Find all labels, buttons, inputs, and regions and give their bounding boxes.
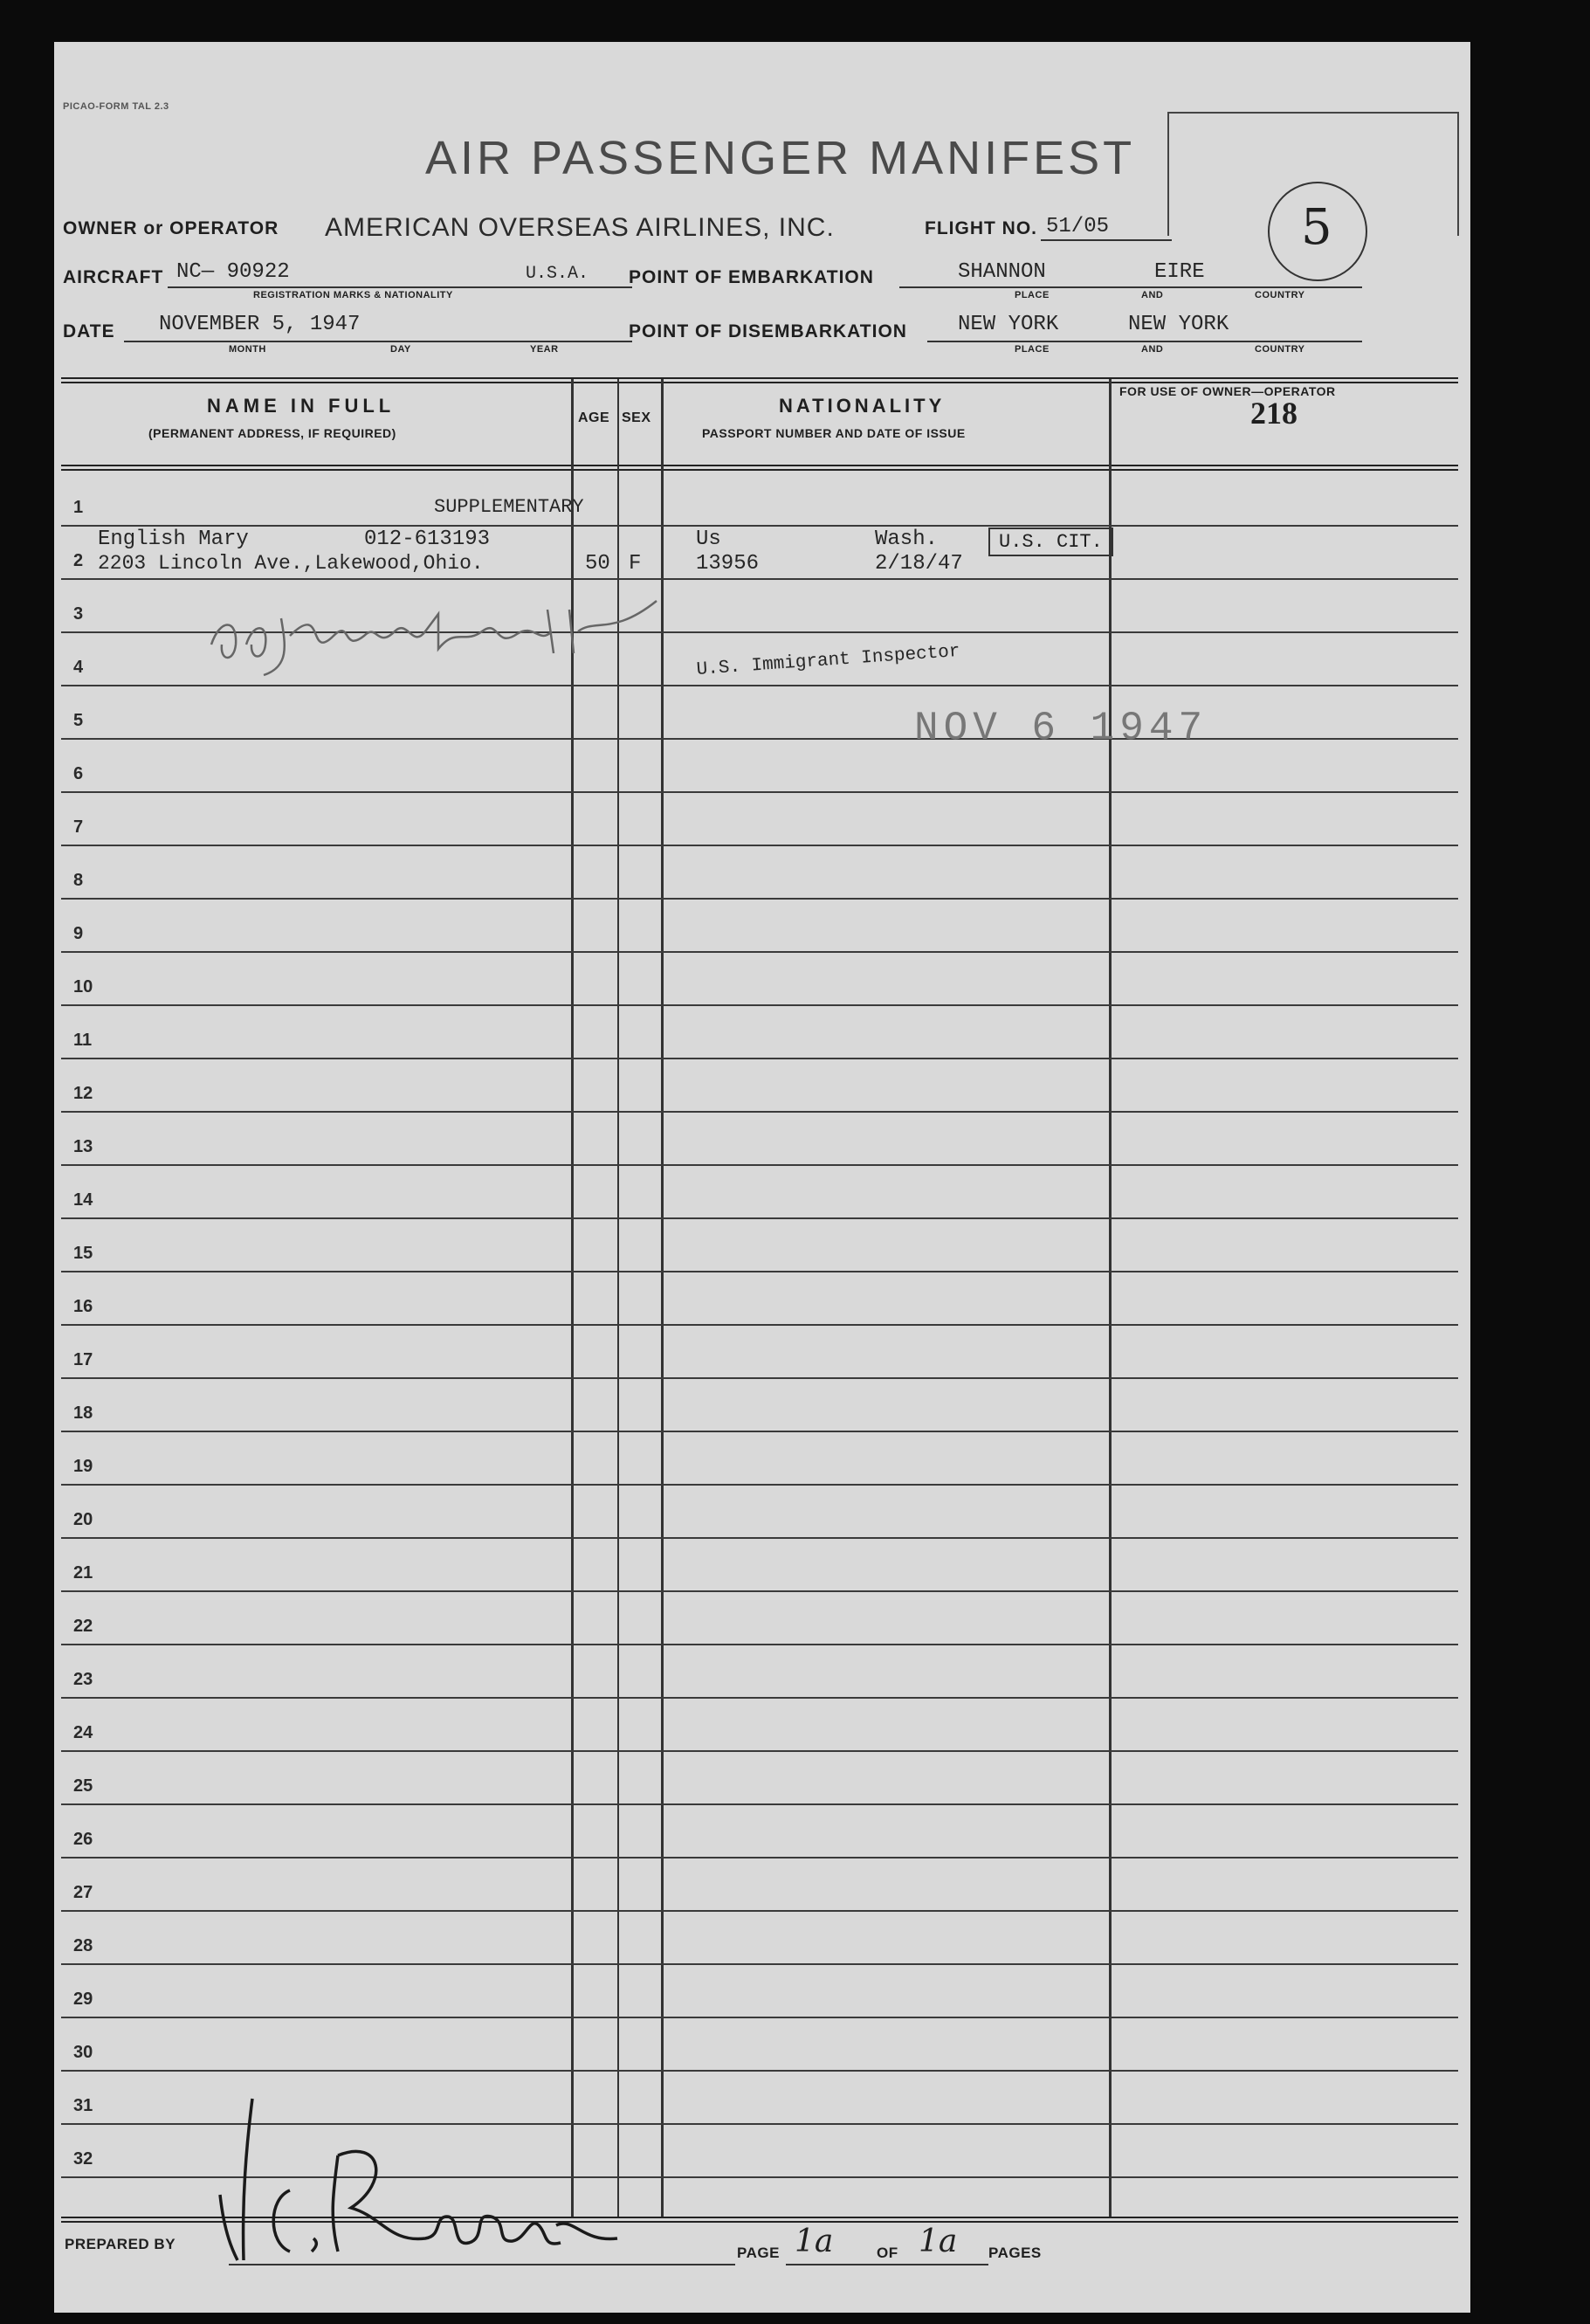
row-number: 7 — [73, 817, 84, 837]
row-rule — [61, 1857, 1458, 1859]
embarkation-label: POINT OF EMBARKATION — [629, 267, 874, 287]
circled-number: 5 — [1268, 182, 1367, 281]
row-number: 5 — [73, 711, 84, 730]
row-number: 29 — [73, 1990, 93, 2009]
disembarkation-place: NEW YORK — [958, 313, 1059, 336]
row-rule — [61, 1484, 1458, 1486]
date-value: NOVEMBER 5, 1947 — [159, 313, 361, 336]
row-rule — [61, 1590, 1458, 1592]
flight-value: 51/05 — [1046, 215, 1110, 238]
aircraft-caption: REGISTRATION MARKS & NATIONALITY — [253, 290, 453, 300]
row-rule — [61, 578, 1458, 580]
row-rule — [61, 1750, 1458, 1752]
date-label: DATE — [63, 321, 115, 341]
row-number: 12 — [73, 1084, 93, 1103]
and-caption-2: AND — [1141, 344, 1164, 355]
row-rule — [61, 738, 1458, 740]
inspector-signature — [203, 583, 692, 679]
pages-label: PAGES — [988, 2245, 1042, 2261]
col-owner-use-header: FOR USE OF OWNER—OPERATOR — [1119, 384, 1336, 398]
prepared-by-label: PREPARED BY — [65, 2236, 176, 2252]
row-rule — [61, 1431, 1458, 1432]
row-rule — [61, 2017, 1458, 2018]
citizenship-stamp: U.S. CIT. — [988, 528, 1113, 556]
row-rule — [61, 1111, 1458, 1113]
row-number: 11 — [73, 1031, 93, 1050]
inspector-label: U.S. Immigrant Inspector — [696, 641, 961, 680]
page-title: AIR PASSENGER MANIFEST — [425, 132, 1136, 184]
row-rule — [61, 1324, 1458, 1326]
form-id: PICAO-FORM TAL 2.3 — [63, 101, 169, 112]
row-number: 31 — [73, 2096, 93, 2115]
row-rule — [61, 1271, 1458, 1272]
row-number: 28 — [73, 1936, 93, 1955]
row-rule — [61, 525, 1458, 527]
row-number: 19 — [73, 1457, 93, 1476]
col-name-subheader: (PERMANENT ADDRESS, IF REQUIRED) — [148, 426, 396, 440]
row-number: 27 — [73, 1883, 93, 1902]
aircraft-nationality: U.S.A. — [526, 264, 589, 284]
row-rule — [61, 1803, 1458, 1805]
passenger-address: 2203 Lincoln Ave.,Lakewood,Ohio. — [98, 552, 484, 575]
passenger-id: 012-613193 — [364, 528, 491, 551]
embarkation-place: SHANNON — [958, 260, 1046, 284]
disembarkation-country: NEW YORK — [1128, 313, 1229, 336]
row-number: 14 — [73, 1190, 93, 1210]
table-header-rule — [61, 465, 1458, 471]
day-caption: DAY — [390, 344, 411, 355]
row-rule — [61, 1217, 1458, 1219]
aircraft-label: AIRCRAFT — [63, 267, 164, 287]
passenger-name: English Mary — [98, 528, 249, 551]
row-number: 9 — [73, 924, 84, 943]
passport-issue-date: 2/18/47 — [875, 552, 963, 576]
row-number: 4 — [73, 658, 84, 677]
row-rule — [61, 791, 1458, 793]
passport-number: 13956 — [696, 552, 760, 576]
col-nationality-header: NATIONALITY — [779, 395, 946, 417]
row-number: 24 — [73, 1723, 93, 1742]
passenger-nationality: Us — [696, 528, 721, 551]
row-rule — [61, 951, 1458, 953]
page-current: 1a — [795, 2224, 834, 2259]
row-number: 32 — [73, 2149, 93, 2169]
row-rule — [61, 685, 1458, 686]
country-caption-1: COUNTRY — [1255, 290, 1305, 300]
owner-value: AMERICAN OVERSEAS AIRLINES, INC. — [325, 213, 835, 242]
row-rule — [61, 1058, 1458, 1059]
page-total: 1a — [919, 2224, 958, 2259]
row-number: 21 — [73, 1563, 93, 1583]
month-caption: MONTH — [229, 344, 266, 355]
row-rule — [61, 1164, 1458, 1166]
country-caption-2: COUNTRY — [1255, 344, 1305, 355]
disembarkation-label: POINT OF DISEMBARKATION — [629, 321, 907, 341]
col-sex-header: SEX — [622, 410, 651, 425]
row-number: 20 — [73, 1510, 93, 1529]
aircraft-value: NC— 90922 — [176, 260, 290, 284]
row-rule — [61, 1537, 1458, 1539]
passenger-age: 50 — [585, 552, 610, 576]
manifest-sheet — [54, 42, 1470, 2313]
col-name-header: NAME IN FULL — [207, 395, 396, 417]
row-rule — [61, 845, 1458, 846]
place-caption-2: PLACE — [1015, 344, 1050, 355]
passenger-sex: F — [629, 552, 642, 576]
preparer-signature — [207, 2086, 644, 2269]
col-age-header: AGE — [578, 410, 610, 425]
row-rule — [61, 1644, 1458, 1645]
row-rule — [61, 1963, 1458, 1965]
table-top-rule — [61, 377, 1458, 383]
place-caption-1: PLACE — [1015, 290, 1050, 300]
supplementary-note: SUPPLEMENTARY — [434, 496, 584, 518]
row-number: 22 — [73, 1617, 93, 1636]
row-number: 6 — [73, 764, 84, 783]
row-rule — [61, 2070, 1458, 2072]
row-number: 30 — [73, 2043, 93, 2062]
flight-label: FLIGHT NO. — [925, 218, 1037, 238]
row-number: 26 — [73, 1830, 93, 1849]
row-number: 15 — [73, 1244, 93, 1263]
and-caption-1: AND — [1141, 290, 1164, 300]
owner-use-value: 218 — [1250, 396, 1297, 431]
row-number: 18 — [73, 1403, 93, 1423]
passport-issue-place: Wash. — [875, 528, 939, 551]
row-number: 17 — [73, 1350, 93, 1369]
of-label: OF — [877, 2245, 898, 2261]
row-number: 1 — [73, 498, 84, 517]
col-nationality-subheader: PASSPORT NUMBER AND DATE OF ISSUE — [702, 426, 966, 440]
row-rule — [61, 1697, 1458, 1699]
row-number: 10 — [73, 977, 93, 996]
row-number: 8 — [73, 871, 84, 890]
row-number: 3 — [73, 604, 84, 624]
owner-label: OWNER or OPERATOR — [63, 218, 279, 238]
inspection-date-stamp: NOV 6 1947 — [914, 706, 1208, 751]
row-rule — [61, 1004, 1458, 1006]
row-number: 25 — [73, 1776, 93, 1796]
row-rule — [61, 898, 1458, 900]
row-number: 16 — [73, 1297, 93, 1316]
row-number: 13 — [73, 1137, 93, 1156]
row-rule — [61, 1910, 1458, 1912]
embarkation-country: EIRE — [1154, 260, 1205, 284]
year-caption: YEAR — [530, 344, 559, 355]
row-number: 2 — [73, 551, 84, 570]
row-number: 23 — [73, 1670, 93, 1689]
row-rule — [61, 1377, 1458, 1379]
page-label: PAGE — [737, 2245, 780, 2261]
